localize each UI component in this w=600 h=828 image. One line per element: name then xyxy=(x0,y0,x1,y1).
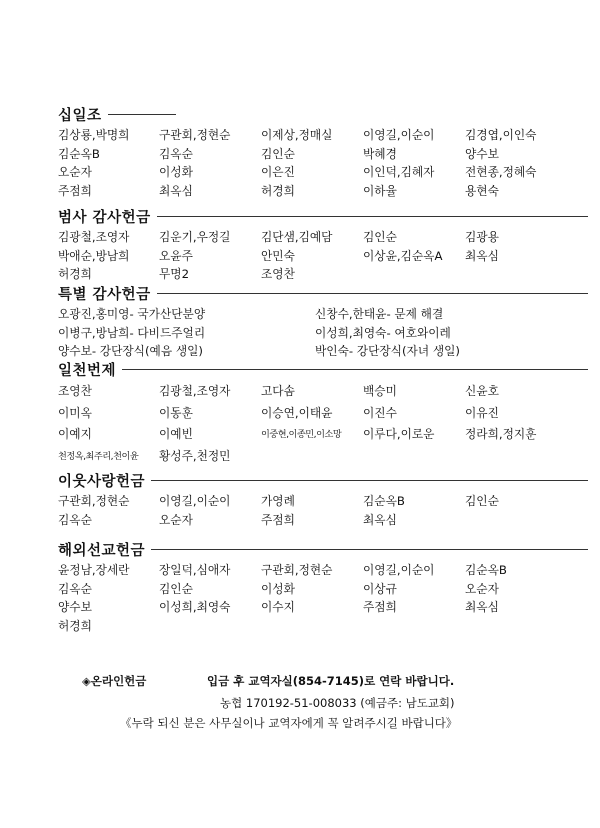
dedication-grid xyxy=(58,305,588,361)
list-item: 이예빈 xyxy=(159,427,193,441)
section-header xyxy=(58,538,588,560)
list-item: 이중현,이종민,이소망 xyxy=(261,429,342,440)
name-grid xyxy=(58,228,588,284)
name-grid xyxy=(58,492,588,529)
name-grid xyxy=(58,561,588,635)
section-title: 십일조 xyxy=(58,107,102,124)
list-item: 이진수 xyxy=(363,405,397,420)
list-item: 천정옥,최주리,천이윤 xyxy=(58,450,139,462)
list-item: 이성화 xyxy=(261,581,295,596)
list-item: 이영길,이순이 xyxy=(159,494,231,508)
list-item: 이은진 xyxy=(261,165,295,179)
section-header xyxy=(58,205,588,227)
contact-instruction: 입금 후 교역자실(854-7145)로 연락 바랍니다. xyxy=(207,674,455,688)
list-item: 김단샘,김예담 xyxy=(261,230,333,244)
list-item: 구관회,정현순 xyxy=(58,494,130,508)
dedication-item: 박인숙- 강단장식(자녀 생일) xyxy=(315,344,460,358)
list-item: 정라희,정지훈 xyxy=(465,427,537,441)
list-item: 이루다,이로운 xyxy=(363,427,435,441)
list-item: 김순옥B xyxy=(465,563,507,577)
list-item: 이영길,이순이 xyxy=(363,128,435,142)
list-item: 안민숙 xyxy=(261,248,295,263)
list-item: 이예지 xyxy=(58,427,92,441)
list-item: 김광용 xyxy=(465,230,499,244)
divider xyxy=(122,369,588,370)
list-item: 허경희 xyxy=(261,183,295,198)
list-item: 주점희 xyxy=(58,183,92,198)
divider xyxy=(157,216,588,217)
list-item: 용현숙 xyxy=(465,183,499,198)
list-item: 오순자 xyxy=(465,581,499,596)
dedication-item: 신창수,한태윤- 문제 해결 xyxy=(315,307,444,321)
list-item: 이성화 xyxy=(159,165,193,179)
list-item: 이유진 xyxy=(465,405,499,420)
list-item: 오순자 xyxy=(58,165,92,179)
list-item: 김순옥B xyxy=(58,146,100,161)
list-item: 김순옥B xyxy=(363,494,405,508)
section-tithe xyxy=(58,103,588,200)
bank-account-info: 농협 170192-51-008033 (예금주: 남도교회) xyxy=(220,696,455,710)
list-item: 김상룡,박명희 xyxy=(58,128,130,142)
divider xyxy=(151,549,588,550)
section-overseas-mission xyxy=(58,538,588,635)
section-title: 해외선교헌금 xyxy=(58,542,146,559)
list-item: 이영길,이순이 xyxy=(363,563,435,577)
list-item: 주점희 xyxy=(363,600,397,614)
list-item: 신윤호 xyxy=(465,384,499,398)
list-item: 구관회,정현순 xyxy=(261,563,333,577)
section-neighbor-love xyxy=(58,469,588,529)
list-item: 전현종,정혜숙 xyxy=(465,165,537,179)
list-item: 이수지 xyxy=(261,600,295,614)
list-item: 양수보 xyxy=(58,600,92,614)
section-thousand-offering xyxy=(58,358,588,467)
section-header xyxy=(58,282,588,304)
list-item: 윤정남,장세란 xyxy=(58,563,130,577)
list-item: 오윤주 xyxy=(159,248,193,263)
list-item: 김옥순 xyxy=(58,581,92,596)
section-title: 일천번제 xyxy=(58,362,117,379)
list-item: 주점희 xyxy=(261,512,295,527)
list-item: 김인순 xyxy=(465,494,499,508)
section-header xyxy=(58,469,588,491)
divider xyxy=(108,114,176,115)
list-item: 황성주,천정민 xyxy=(159,448,231,463)
list-item: 김옥순 xyxy=(58,512,92,527)
list-item: 김경엽,이인숙 xyxy=(465,128,537,142)
list-item: 이하율 xyxy=(363,183,397,198)
list-item: 조영찬 xyxy=(261,267,295,281)
list-item: 백승미 xyxy=(363,384,397,398)
list-item: 김광철,조영자 xyxy=(159,384,231,398)
list-item: 이동훈 xyxy=(159,405,193,420)
list-item: 이제상,정매실 xyxy=(261,128,333,142)
divider xyxy=(151,480,588,481)
list-item: 이미옥 xyxy=(58,405,92,420)
list-item: 최옥심 xyxy=(465,248,499,263)
list-item: 오순자 xyxy=(159,512,193,527)
list-item: 허경희 xyxy=(58,618,92,633)
list-item: 김광철,조영자 xyxy=(58,230,130,244)
diamond-bullet-icon: ◈ xyxy=(82,674,91,688)
divider xyxy=(157,293,588,294)
list-item: 이상규 xyxy=(363,581,397,596)
name-grid xyxy=(58,381,588,467)
omission-notice: 《누락 되신 분은 사무실이나 교역자에게 꼭 알려주시길 바랍니다》 xyxy=(120,716,458,730)
list-item: 김인순 xyxy=(159,581,193,596)
list-item: 박혜경 xyxy=(363,146,397,161)
online-offering-title: 온라인헌금 xyxy=(90,674,147,688)
list-item: 양수보 xyxy=(465,146,499,161)
list-item: 이상윤,김순옥A xyxy=(363,248,443,263)
list-item: 이인덕,김혜자 xyxy=(363,165,435,179)
list-item: 무명2 xyxy=(159,267,190,281)
list-item: 이승연,이태윤 xyxy=(261,405,333,420)
dedication-item: 양수보- 강단장식(예음 생일) xyxy=(58,344,203,358)
dedication-item: 이병구,방남희- 다비드주얼리 xyxy=(58,325,206,340)
list-item: 가영례 xyxy=(261,494,295,508)
list-item: 허경희 xyxy=(58,267,92,281)
list-item: 고다솜 xyxy=(261,384,295,398)
list-item: 박애순,방남희 xyxy=(58,248,130,263)
list-item: 최옥심 xyxy=(159,183,193,198)
list-item: 구관회,정현순 xyxy=(159,128,231,142)
list-item: 김인순 xyxy=(261,146,295,161)
list-item: 김운기,우정길 xyxy=(159,230,231,244)
list-item: 조영찬 xyxy=(58,384,92,398)
online-offering-label xyxy=(82,673,146,689)
dedication-item: 오광진,홍미영- 국가산단분양 xyxy=(58,307,206,321)
section-title: 특별 감사헌금 xyxy=(58,286,151,303)
list-item: 김인순 xyxy=(363,230,397,244)
section-special-thanks xyxy=(58,282,588,361)
list-item: 최옥심 xyxy=(465,600,499,614)
section-general-thanks xyxy=(58,205,588,284)
section-title: 범사 감사헌금 xyxy=(58,209,151,226)
name-grid xyxy=(58,126,588,200)
list-item: 장일덕,심애자 xyxy=(159,563,231,577)
list-item: 김옥순 xyxy=(159,146,193,161)
list-item: 이성희,최영숙 xyxy=(159,600,231,614)
section-header xyxy=(58,103,588,125)
dedication-item: 이성희,최영숙- 여호와이레 xyxy=(315,325,451,340)
section-header xyxy=(58,358,588,380)
list-item: 최옥심 xyxy=(363,512,397,527)
section-title: 이웃사랑헌금 xyxy=(58,473,146,490)
